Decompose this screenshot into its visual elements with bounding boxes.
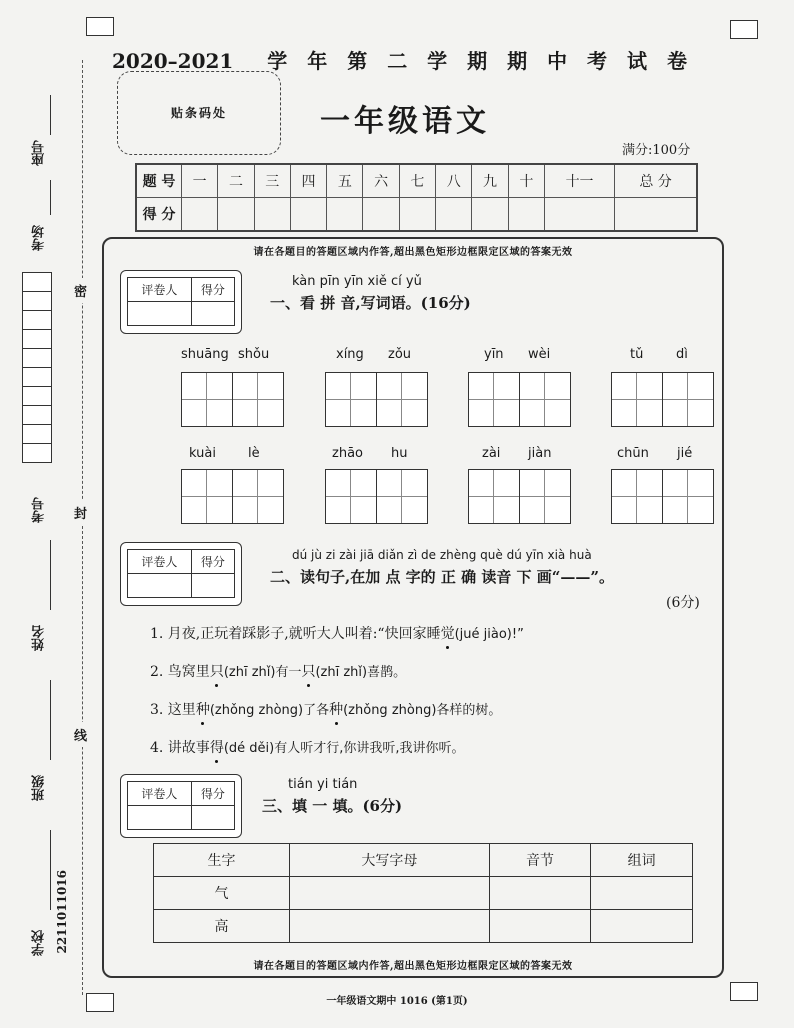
col-header: 组词 — [591, 844, 693, 877]
school-label: 学校 — [32, 930, 47, 956]
q-text: 2. 鸟窝里 — [150, 664, 210, 680]
grader-box-3 — [120, 774, 242, 838]
col-header: 生字 — [154, 844, 290, 877]
reviewer-cell[interactable] — [128, 302, 192, 326]
reviewer-label: 评卷人 — [128, 550, 192, 574]
reviewer-label: 评卷人 — [128, 278, 192, 302]
grader-box-2 — [120, 542, 242, 606]
writing-grid[interactable] — [181, 469, 284, 524]
word-pinyin: zǒu — [388, 347, 412, 362]
word-pinyin: zài — [482, 446, 501, 461]
exam-number-label: 考号 — [32, 497, 47, 523]
question-2-1 — [150, 623, 524, 643]
row-label: 题 号 — [136, 164, 182, 198]
barcode-label: 贴条码处 — [170, 106, 227, 120]
page-footer: 一年级语文期中 1016 (第1页) — [326, 996, 468, 1007]
question-number: 八 — [436, 164, 472, 198]
writing-grid[interactable] — [468, 372, 571, 427]
reviewer-cell[interactable] — [128, 574, 192, 598]
school-line — [50, 830, 51, 910]
word-pinyin: kuài — [189, 446, 216, 461]
word-pinyin: yīn — [484, 347, 504, 362]
seat-line — [50, 95, 51, 135]
dotted-char: 只 — [210, 661, 224, 681]
word-pinyin: dì — [676, 347, 688, 362]
q-options[interactable]: (zhǒng zhòng)各样的树。 — [343, 703, 502, 718]
word-pinyin: xíng — [336, 347, 364, 362]
char-cell: 气 — [154, 877, 290, 910]
exam-title — [112, 45, 687, 74]
word-pinyin: wèi — [528, 347, 551, 362]
word-pinyin: jié — [677, 446, 693, 461]
seat-label: 座号 — [32, 140, 47, 166]
seal-char-feng: 封 — [74, 500, 87, 525]
room-line — [50, 180, 51, 215]
q-options[interactable]: (zhī zhǐ)喜鹊。 — [315, 665, 407, 680]
col-header: 大写字母 — [290, 844, 490, 877]
dotted-char: 觉 — [441, 623, 455, 643]
seal-line — [82, 60, 83, 995]
word-pinyin: shuāng — [181, 347, 229, 362]
paper-code: 2211011016 — [55, 870, 69, 954]
dotted-char: 种 — [196, 699, 210, 719]
question-2-3 — [150, 699, 501, 719]
question-number: 十一 — [544, 164, 614, 198]
word-pinyin: lè — [248, 446, 260, 461]
score-table — [135, 163, 698, 232]
score-cell[interactable] — [544, 198, 614, 232]
section2-title: 二、读句子,在加 点 字的 正 确 读音 下 画“——”。 — [270, 568, 615, 586]
class-line — [50, 680, 51, 760]
word-pinyin: jiàn — [528, 446, 552, 461]
dotted-char: 只 — [301, 661, 315, 681]
word-pinyin: shǒu — [238, 347, 270, 362]
question-number: 十 — [508, 164, 544, 198]
q-text: 4. 讲故事 — [150, 740, 210, 756]
title-char: 期 — [507, 49, 528, 73]
score-cell[interactable] — [327, 198, 363, 232]
question-2-2 — [150, 661, 406, 681]
answer-notice-top: 请在各题目的答题区域内作答,超出黑色矩形边框限定区域的答案无效 — [253, 247, 573, 258]
name-label: 姓名 — [32, 625, 47, 651]
writing-grid[interactable] — [325, 372, 428, 427]
title-char: 学 — [267, 49, 288, 73]
barcode-area — [117, 71, 281, 155]
answer-cell[interactable] — [290, 877, 490, 910]
title-char: 期 — [467, 49, 488, 73]
score-cell[interactable] — [436, 198, 472, 232]
score-cell[interactable] — [254, 198, 290, 232]
row-label: 得 分 — [136, 198, 182, 232]
writing-grid[interactable] — [611, 372, 714, 427]
title-char: 中 — [547, 49, 568, 73]
score-label: 得分 — [191, 278, 234, 302]
section3-pinyin: tián yi tián — [288, 777, 358, 792]
title-char: 年 — [307, 49, 328, 73]
q-text: 3. 这里 — [150, 702, 196, 718]
q-options[interactable]: (zhī zhǐ)有一 — [223, 665, 302, 680]
score-cell[interactable] — [218, 198, 254, 232]
q-options[interactable]: (dé děi)有人听才行,你讲我听,我讲你听。 — [223, 741, 465, 756]
question-2-4 — [150, 737, 464, 757]
word-pinyin: tǔ — [630, 347, 644, 362]
score-label: 得分 — [191, 782, 234, 806]
question-number: 四 — [290, 164, 326, 198]
score-cell[interactable] — [182, 198, 218, 232]
col-header: 音节 — [489, 844, 591, 877]
seal-char-xian: 线 — [74, 722, 87, 747]
score-cell[interactable] — [399, 198, 435, 232]
word-pinyin: chūn — [617, 446, 649, 461]
writing-grid[interactable] — [468, 469, 571, 524]
corner-mark — [86, 17, 114, 36]
exam-year: 2020–2021 — [112, 49, 234, 73]
score-label: 得分 — [191, 550, 234, 574]
q-text: 1. 月夜,正玩着踩影子,就听大人叫着:“快回家睡 — [150, 626, 441, 642]
word-pinyin: zhāo — [332, 446, 363, 461]
score-cell[interactable] — [191, 574, 234, 598]
score-cell[interactable] — [191, 806, 234, 830]
question-number: 九 — [472, 164, 508, 198]
answer-cell[interactable] — [489, 910, 591, 943]
question-number: 一 — [182, 164, 218, 198]
score-cell[interactable] — [472, 198, 508, 232]
writing-grid[interactable] — [325, 469, 428, 524]
title-char: 二 — [387, 49, 408, 73]
writing-grid[interactable] — [181, 372, 284, 427]
score-cell[interactable] — [508, 198, 544, 232]
question-number: 六 — [363, 164, 399, 198]
exam-number-grid — [22, 272, 52, 463]
title-char: 试 — [627, 49, 648, 73]
answer-cell[interactable] — [591, 877, 693, 910]
score-cell[interactable] — [363, 198, 399, 232]
question-number: 总 分 — [615, 164, 697, 198]
room-label: 考场 — [32, 225, 47, 251]
dotted-char: 种 — [329, 699, 343, 719]
char-cell: 高 — [154, 910, 290, 943]
title-char: 第 — [347, 49, 368, 73]
subject-title: 一年级语文 — [320, 104, 490, 139]
reviewer-label: 评卷人 — [128, 782, 192, 806]
score-cell[interactable] — [290, 198, 326, 232]
section2-pinyin: dú jù zi zài jiā diǎn zì de zhèng què dú yīn xià huà — [292, 548, 592, 562]
q-options[interactable]: (jué jiào)!” — [454, 627, 524, 642]
reviewer-cell[interactable] — [128, 806, 192, 830]
name-line — [50, 540, 51, 610]
question-number: 七 — [399, 164, 435, 198]
title-char: 学 — [427, 49, 448, 73]
full-mark: 满分:100分 — [622, 143, 691, 158]
section1-pinyin: kàn pīn yīn xiě cí yǔ — [292, 274, 422, 289]
answer-cell[interactable] — [290, 910, 490, 943]
question-number: 三 — [254, 164, 290, 198]
score-cell[interactable] — [615, 198, 697, 232]
title-char: 卷 — [666, 49, 687, 73]
section1-title: 一、看 拼 音,写词语。(16分) — [270, 294, 471, 312]
answer-cell[interactable] — [489, 877, 591, 910]
q-options[interactable]: (zhǒng zhòng)了各 — [209, 703, 330, 718]
section3-title: 三、填 一 填。(6分) — [262, 797, 403, 815]
seal-char-mi: 密 — [74, 278, 87, 303]
question-number: 二 — [218, 164, 254, 198]
corner-mark — [730, 20, 758, 39]
question-number: 五 — [327, 164, 363, 198]
writing-grid[interactable] — [611, 469, 714, 524]
section2-score: (6分) — [666, 595, 700, 611]
class-label: 班级 — [32, 775, 47, 801]
grader-box-1 — [120, 270, 242, 334]
word-pinyin: hu — [391, 446, 408, 461]
dotted-char: 得 — [210, 737, 224, 757]
title-char: 考 — [587, 49, 608, 73]
score-cell[interactable] — [191, 302, 234, 326]
answer-notice-bottom: 请在各题目的答题区域内作答,超出黑色矩形边框限定区域的答案无效 — [253, 961, 573, 972]
fill-in-table — [153, 843, 693, 943]
answer-cell[interactable] — [591, 910, 693, 943]
